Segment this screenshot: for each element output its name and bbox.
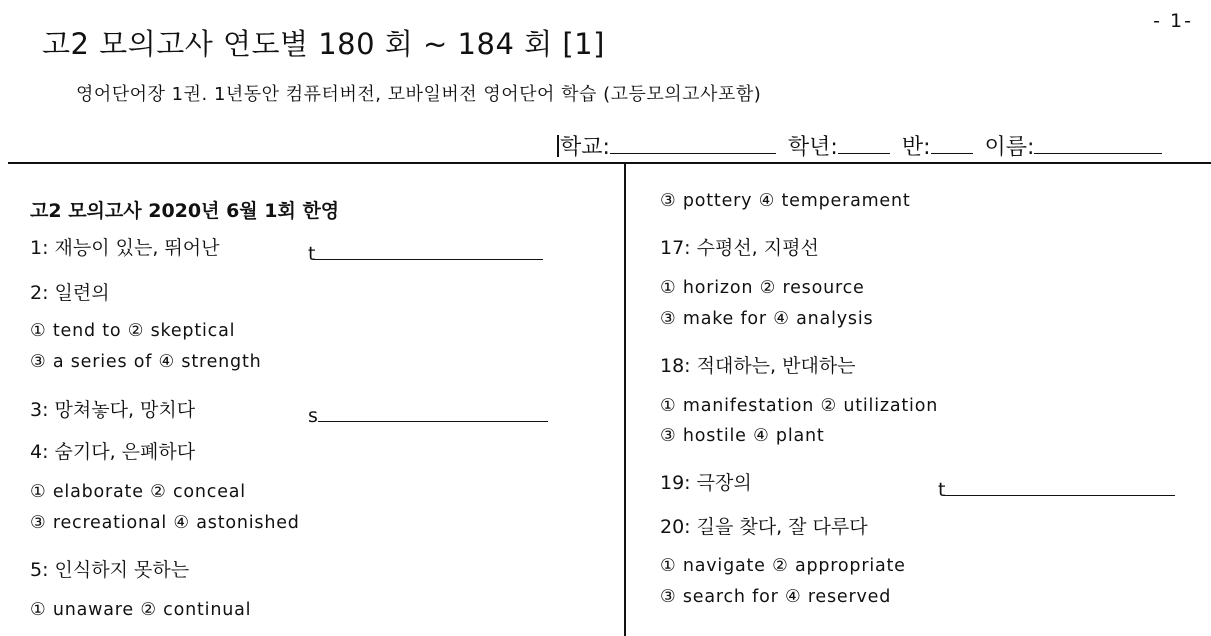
- info-bar: [557, 135, 559, 157]
- page-title: 고2 모의고사 연도별 180 회 ~ 184 회 [1]: [42, 27, 605, 61]
- grade-blank[interactable]: [838, 133, 890, 154]
- question-2-options-row1: ① tend to ② skeptical: [30, 321, 236, 341]
- question-4: 4: 숨기다, 은폐하다: [30, 441, 196, 463]
- page-subtitle: 영어단어장 1권. 1년동안 컴퓨터버전, 모바일버전 영어단어 학습 (고등모의고사포함): [76, 84, 762, 105]
- question-16-options-row2: ③ pottery ④ temperament: [660, 191, 911, 211]
- question-1: 1: 재능이 있는, 뛰어난: [30, 237, 220, 259]
- question-4-options-row2: ③ recreational ④ astonished: [30, 513, 300, 533]
- question-17: 17: 수평선, 지평선: [660, 237, 819, 259]
- question-19: 19: 극장의: [660, 472, 752, 494]
- column-divider: [624, 164, 626, 636]
- class-blank[interactable]: [931, 133, 973, 154]
- answer-initial-3: s: [308, 405, 318, 427]
- name-blank[interactable]: [1034, 133, 1162, 154]
- answer-blank-3[interactable]: [308, 403, 548, 427]
- question-2-options-row2: ③ a series of ④ strength: [30, 352, 262, 372]
- answer-blank-1[interactable]: [308, 241, 543, 265]
- class-label: 반:: [901, 135, 931, 160]
- question-20-options-row1: ① navigate ② appropriate: [660, 556, 906, 576]
- question-17-options-row1: ① horizon ② resource: [660, 278, 865, 298]
- question-3: 3: 망쳐놓다, 망치다: [30, 399, 196, 421]
- grade-label: 학년:: [787, 135, 838, 160]
- name-label: 이름:: [984, 135, 1035, 160]
- question-2: 2: 일련의: [30, 282, 110, 304]
- question-4-options-row1: ① elaborate ② conceal: [30, 482, 246, 502]
- school-blank[interactable]: [610, 133, 776, 154]
- answer-blank-19[interactable]: [938, 477, 1175, 501]
- answer-initial-1: t: [308, 243, 316, 265]
- page-number: - 1-: [1153, 10, 1193, 32]
- answer-line-19: [945, 477, 1175, 496]
- section-title: 고2 모의고사 2020년 6월 1회 한영: [30, 200, 340, 222]
- question-20: 20: 길을 찾다, 잘 다루다: [660, 516, 868, 538]
- question-18-options-row2: ③ hostile ④ plant: [660, 426, 825, 446]
- question-18: 18: 적대하는, 반대하는: [660, 355, 856, 377]
- question-20-options-row2: ③ search for ④ reserved: [660, 587, 892, 607]
- question-5: 5: 인식하지 못하는: [30, 559, 190, 581]
- answer-line-1: [315, 241, 543, 260]
- school-label: 학교:: [560, 135, 610, 160]
- header-rule: [8, 162, 1211, 164]
- question-5-options-row1: ① unaware ② continual: [30, 600, 252, 620]
- question-17-options-row2: ③ make for ④ analysis: [660, 309, 874, 329]
- question-18-options-row1: ① manifestation ② utilization: [660, 396, 939, 416]
- answer-initial-19: t: [938, 479, 946, 501]
- student-info: [557, 130, 1162, 161]
- answer-line-3: [318, 403, 548, 422]
